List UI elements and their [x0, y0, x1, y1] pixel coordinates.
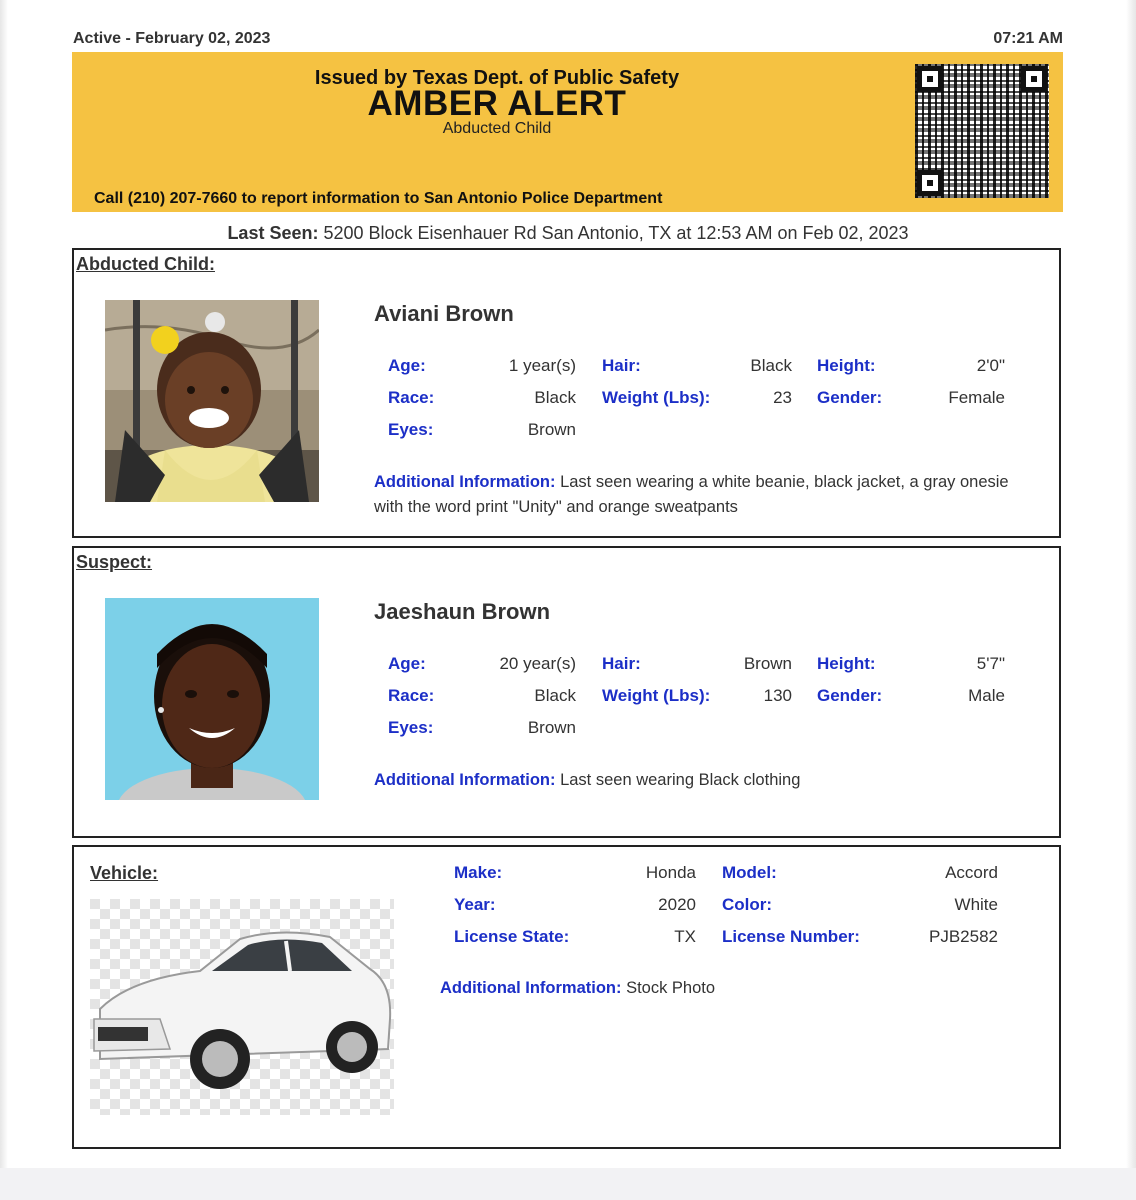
- additional-info-label: Additional Information:: [374, 771, 556, 789]
- child-age: 1 year(s): [508, 356, 576, 375]
- suspect-name: Jaeshaun Brown: [374, 599, 551, 624]
- child-gender: Female: [948, 388, 1005, 407]
- additional-info-label: Additional Information:: [440, 979, 622, 997]
- hair-label: Hair:: [602, 356, 641, 375]
- race-label: Race:: [388, 686, 435, 705]
- suspect-height: 5'7": [976, 654, 1005, 673]
- hair-label: Hair:: [602, 654, 641, 673]
- weight-label: Weight (Lbs):: [602, 686, 711, 705]
- suspect-additional-text: Last seen wearing Black clothing: [560, 771, 801, 789]
- last-seen: [0, 223, 1136, 244]
- alert-type: Abducted Child: [442, 120, 552, 137]
- vehicle-color: White: [954, 895, 998, 914]
- last-seen-label: Last Seen:: [227, 223, 319, 243]
- page-edge-bottom: [0, 1168, 1136, 1200]
- height-label: Height:: [817, 356, 876, 375]
- child-photo: [105, 300, 319, 502]
- alert-title: AMBER ALERT: [367, 84, 627, 123]
- license-state-label: License State:: [454, 927, 570, 946]
- child-height: 2'0": [976, 356, 1005, 375]
- section-title: Vehicle:: [90, 863, 159, 883]
- alert-status: Active - February 02, 2023: [73, 30, 271, 47]
- child-weight: 23: [773, 388, 792, 407]
- age-label: Age:: [388, 654, 426, 673]
- gender-label: Gender:: [817, 388, 883, 407]
- last-seen-text: 5200 Block Eisenhauer Rd San Antonio, TX at 12:53 AM on Feb 02, 2023: [323, 223, 909, 243]
- qr-code-icon[interactable]: [915, 64, 1049, 198]
- color-label: Color:: [722, 895, 773, 914]
- page-edge-left: [0, 0, 8, 1200]
- vehicle-license-number: PJB2582: [929, 927, 998, 946]
- page-edge-right: [1126, 0, 1136, 1200]
- call-line: Call (210) 207-7660 to report information to San Antonio Police Department: [94, 190, 663, 207]
- model-label: Model:: [722, 863, 777, 882]
- vehicle-additional-text: Stock Photo: [626, 979, 716, 997]
- child-name: Aviani Brown: [374, 301, 514, 326]
- vehicle-section: [72, 845, 1061, 1149]
- section-title: Abducted Child:: [76, 254, 215, 274]
- race-label: Race:: [388, 388, 435, 407]
- suspect-hair: Brown: [743, 654, 792, 673]
- suspect-weight: 130: [763, 686, 792, 705]
- suspect-race: Black: [534, 686, 576, 705]
- additional-info-label: Additional Information:: [374, 473, 556, 491]
- section-title: Suspect:: [76, 552, 153, 572]
- suspect-section: [72, 546, 1061, 838]
- alert-banner: [72, 52, 1063, 212]
- gender-label: Gender:: [817, 686, 883, 705]
- vehicle-year: 2020: [658, 895, 696, 914]
- alert-time: 07:21 AM: [993, 30, 1063, 47]
- child-hair: Black: [750, 356, 792, 375]
- child-eyes: Brown: [527, 420, 576, 439]
- suspect-photo: [105, 598, 319, 800]
- suspect-age: 20 year(s): [499, 654, 576, 673]
- issued-by: Issued by Texas Dept. of Public Safety: [314, 67, 680, 89]
- vehicle-make: Honda: [645, 863, 696, 882]
- height-label: Height:: [817, 654, 876, 673]
- abducted-child-section: [72, 248, 1061, 538]
- suspect-additional-info: [374, 768, 1014, 793]
- year-label: Year:: [454, 895, 496, 914]
- qr-finder: [917, 170, 943, 196]
- vehicle-model: Accord: [945, 863, 998, 882]
- child-additional-text: Last seen wearing a white beanie, black jacket, a gray onesie with the word print "Unity" and orange sweatpants: [374, 473, 1009, 516]
- child-additional-info: [374, 470, 1014, 520]
- suspect-gender: Male: [968, 686, 1005, 705]
- suspect-eyes: Brown: [527, 718, 576, 737]
- vehicle-additional-info: [440, 979, 715, 998]
- vehicle-license-state: TX: [674, 927, 696, 946]
- license-number-label: License Number:: [722, 927, 860, 946]
- child-race: Black: [534, 388, 576, 407]
- weight-label: Weight (Lbs):: [602, 388, 711, 407]
- vehicle-photo: [90, 899, 394, 1115]
- make-label: Make:: [454, 863, 503, 882]
- qr-finder: [1021, 66, 1047, 92]
- age-label: Age:: [388, 356, 426, 375]
- qr-finder: [917, 66, 943, 92]
- eyes-label: Eyes:: [388, 420, 434, 439]
- eyes-label: Eyes:: [388, 718, 434, 737]
